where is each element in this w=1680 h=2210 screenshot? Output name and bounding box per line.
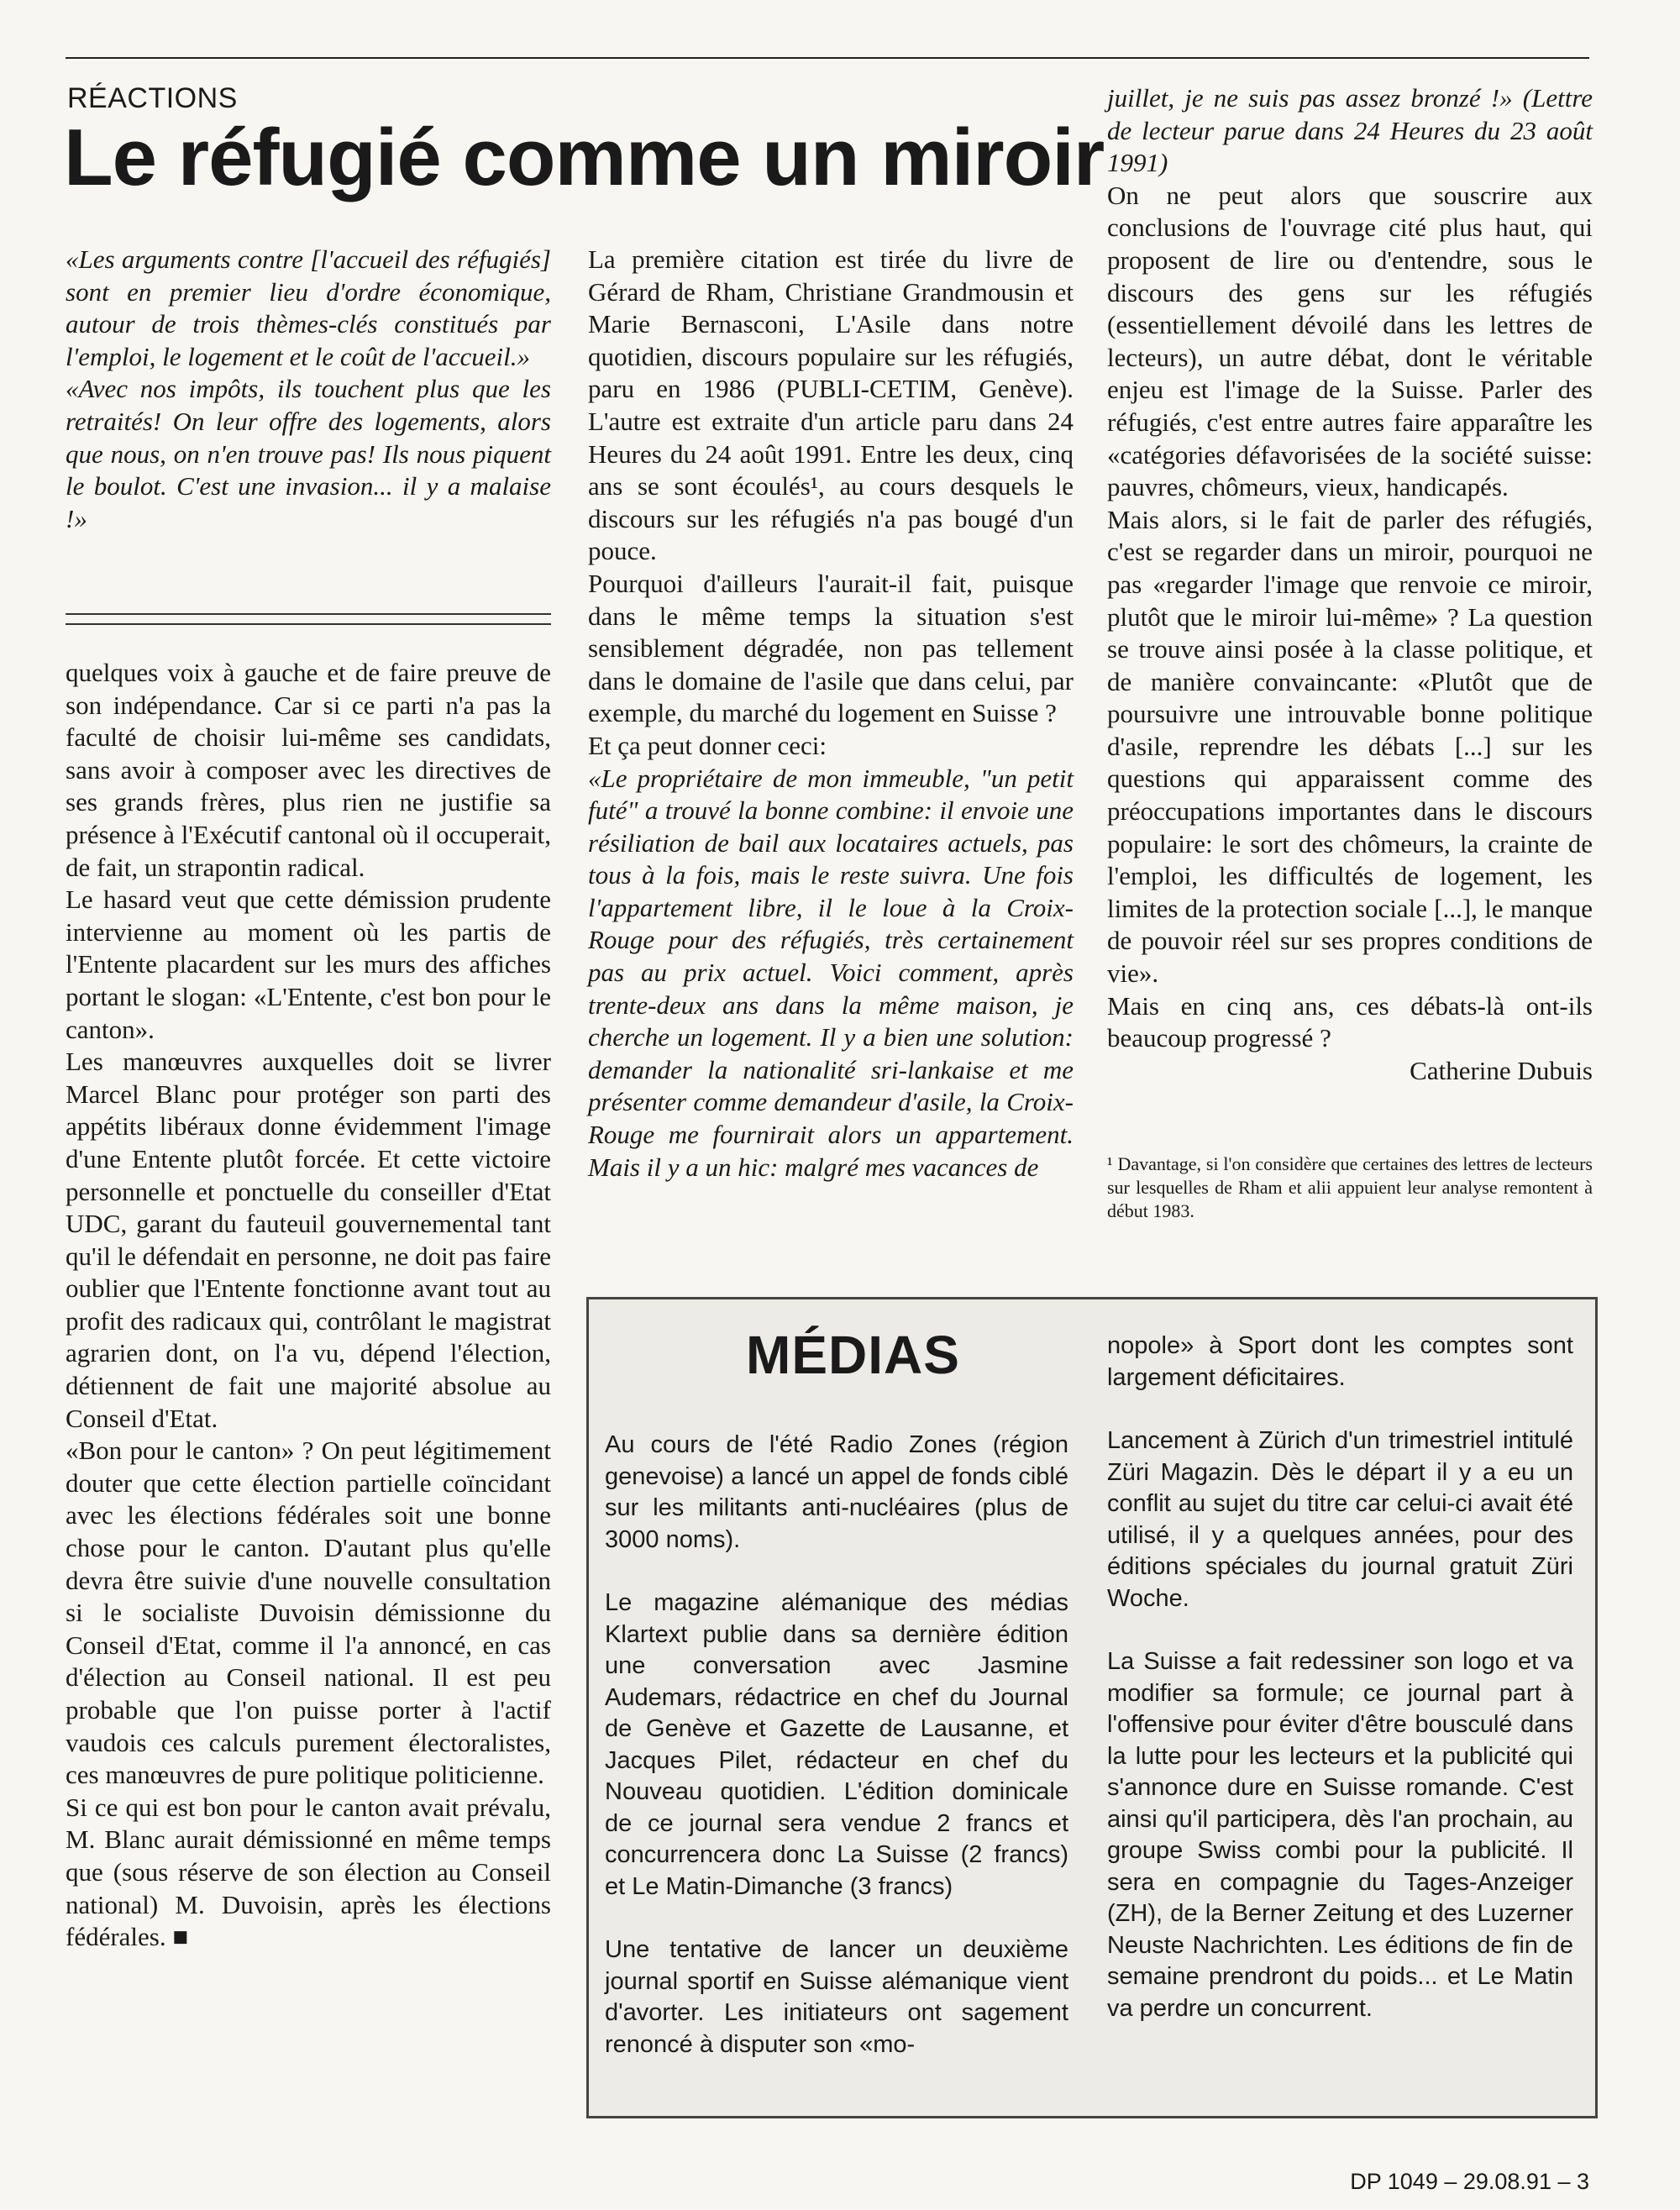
quote-paragraph: «Avec nos impôts, ils touchent plus que les retraités! On leur offre des logements, alors que nous, on n'en trouve pas! Ils nous piquent le boulot. C'est une invasion... il y a malaise !» [66,374,551,533]
article-paragraph: Si ce qui est bon pour le canton avait prévalu, M. Blanc aurait démissionné en même temps que (sous réserve de son élection au Conseil national) M. Duvoisin, après les élections fédérales. ■ [66,1792,551,1952]
article-column-3 [1107,82,1593,1087]
medias-paragraph: nopole» à Sport dont les comptes sont largement déficitaires. [1107,1332,1573,1391]
article-paragraph: Le hasard veut que cette démission prudente intervienne au moment où les partis de l'Entente placardent sur les murs des affiches portant le slogan: «L'Entente, c'est bon pour le canton». [66,885,551,1044]
author-signature: Catherine Dubuis [1410,1055,1593,1085]
top-rule [66,57,1589,59]
medias-title: MÉDIAS [746,1325,960,1385]
medias-paragraph: Lancement à Zürich d'un trimestriel intitulé Züri Magazin. Dès le départ il y a eu un conflit au sujet du titre car celui-ci avait été utilisé, il y a quelques années, pour des éditions spéciales du journal gratuit Züri Woche. [1107,1427,1573,1612]
quote-paragraph: «Les arguments contre [l'accueil des réfugiés] sont en premier lieu d'ordre économique, autour de trois thèmes-clés constitués par l'emploi, le logement et le coût de l'accueil.» [66,244,551,371]
article-paragraph: Pourquoi d'ailleurs l'aurait-il fait, puisque dans le même temps la situation s'est sensiblement dégradée, non pas tellement dans le domaine de l'asile que dans celui, par exemple, du marché du logement en Suisse ? [588,568,1074,728]
article-paragraph: Et ça peut donner ceci: [588,730,827,760]
article-column-2 [588,244,1074,1184]
article-title: Le réfugié comme un miroir [64,113,1105,202]
section-kicker: RÉACTIONS [67,82,238,114]
article-paragraph: Mais alors, si le fait de parler des réfugiés, c'est se regarder dans un miroir, pourquoi ne pas «regarder l'image que renvoie ce miroir, plutôt que le miroir lui-même» ? La question se trouve ainsi posée à la classe politique, et de manière convaincante: «Plutôt que de poursuivre une introuvable bonne politique d'asile, reprendre les débats [...] sur les questions qui apparaissent comme des préoccupations importantes dans le discours populaire: le sort des chômeurs, la crainte de l'emploi, les difficultés de logement, les limites de la protection sociale [...], le manque de pouvoir réel sur ses propres conditions de vie». [1107,504,1593,989]
reader-letter-quote: «Le propriétaire de mon immeuble, "un petit futé" a trouvé la bonne combine: il envoie une résiliation de bail aux locataires actuels, pas tous à la fois, mais le reste suivra. Une fois l'appartement libre, il le loue à la Croix-Rouge pour des réfugiés, très certainement pas au prix actuel. Voici comment, après trente-deux ans dans la même maison, je cherche un logement. Il y a bien une solution: demander la nationalité sri-lankaise et me présenter comme demandeur d'asile, la Croix-Rouge me fournirait alors un appartement. Mais il y a un hic: malgré mes vacances de [588,763,1074,1182]
medias-paragraph: Au cours de l'été Radio Zones (région genevoise) a lancé un appel de fonds ciblé sur les militants anti-nucléaires (plus de 3000 noms). [605,1431,1068,1553]
footnote: ¹ Davantage, si l'on considère que certaines des lettres de lecteurs sur lesquelles de Rham et alii appuient leur analyse remontent à début 1983. [1107,1153,1593,1221]
previous-article-continuation [66,657,551,1954]
intro-quotes [66,244,551,535]
article-paragraph: juillet, je ne suis pas assez bronzé !» (Lettre de lecteur parue dans 24 Heures du 23 août 1991) [1107,83,1593,178]
medias-paragraph: La Suisse a fait redessiner son logo et va modifier sa formule; ce journal part à l'offensive pour éviter d'être bousculé dans la lutte pour les lecteurs et la publicité qui s'annonce dure en Suisse romande. C'est ainsi qu'il participera, dès l'an prochain, au groupe Swiss combi pour la publicité. Il sera en compagnie du Tages-Anzeiger (ZH), de la Berner Zeitung et des Luzerner Neuste Nachrichten. Les éditions de fin de semaine prendront du poids... et Le Matin va perdre un concurrent. [1107,1648,1573,2022]
column-separator [66,623,551,625]
medias-paragraph: Une tentative de lancer un deuxième journal sportif en Suisse alémanique vient d'avorter. Les initiateurs ont sagement renoncé à disputer son «mo- [605,1936,1068,2058]
medias-paragraph: Le magazine alémanique des médias Klartext publie dans sa dernière édition une conversation avec Jasmine Audemars, rédactrice en chef du Journal de Genève et Gazette de Lausanne, et Jacques Pilet, rédacteur en chef du Nouveau quotidien. L'édition dominicale de ce journal sera vendue 2 francs et concurrencera donc La Suisse (2 francs) et Le Matin-Dimanche (3 francs) [605,1589,1068,1900]
article-paragraph: «Bon pour le canton» ? On peut légitimement douter que cette élection partielle coïncidant avec les élections fédérales soit une bonne chose pour le canton. D'autant plus qu'elle devra être suivie d'une nouvelle consultation si le socialiste Duvoisin démissionne du Conseil d'Etat, comme il l'a annoncé, en cas d'élection au Conseil national. Il est peu probable que l'on puisse porter à l'actif vaudois ces calculs purement électoralistes, ces manœuvres de pure politique politicienne. [66,1436,551,1790]
column-separator [66,613,551,615]
medias-column-1 [605,1430,1068,2092]
article-paragraph: La première citation est tirée du livre de Gérard de Rham, Christiane Grandmousin et Marie Bernasconi, L'Asile dans notre quotidien, discours populaire sur les réfugiés, paru en 1986 (PUBLI-CETIM, Genève). L'autre est extraite d'un article paru dans 24 Heures du 24 août 1991. Entre les deux, cinq ans se sont écoulés¹, au cours desquels le discours sur les réfugiés n'a pas bougé d'un pouce. [588,244,1074,566]
page-folio: DP 1049 – 29.08.91 – 3 [1350,2169,1589,2194]
article-paragraph: On ne peut alors que souscrire aux conclusions de l'ouvrage cité plus haut, qui proposent de lire ou d'entendre, sous le discours des gens sur les réfugiés (essentiellement dévoilé dans les lettres de lecteurs), un autre débat, dont le véritable enjeu est l'image de la Suisse. Parler des réfugiés, c'est entre autres faire apparaître les «catégories défavorisées de la société suisse: pauvres, chômeurs, vieux, handicapés. [1107,180,1593,502]
article-paragraph: Mais en cinq ans, ces débats-là ont-ils beaucoup progressé ? [1107,990,1593,1053]
article-paragraph: quelques voix à gauche et de faire preuve de son indépendance. Car si ce parti n'a pas la faculté de choisir lui-même ses candidats, sans avoir à composer avec les directives de ses grands frères, plus rien ne justifie sa présence à l'Exécutif cantonal où il occuperait, de fait, un strapontin radical. [66,658,551,882]
medias-column-2 [1107,1331,1573,2056]
article-paragraph: Les manœuvres auxquelles doit se livrer Marcel Blanc pour protéger son parti des appétits libéraux donne évidemment l'image d'une Entente plutôt forcée. Et cette victoire personnelle et ponctuelle du conseiller d'Etat UDC, garant du fauteuil gouvernemental tant qu'il le défendait en personne, ne doit pas faire oublier que l'Entente fonctionne avant tout au profit des radicaux qui, contrôlant le magistrat agrarien dont, on l'a vu, dépend l'élection, détiennent de fait une majorité absolue au Conseil d'Etat. [66,1047,552,1433]
